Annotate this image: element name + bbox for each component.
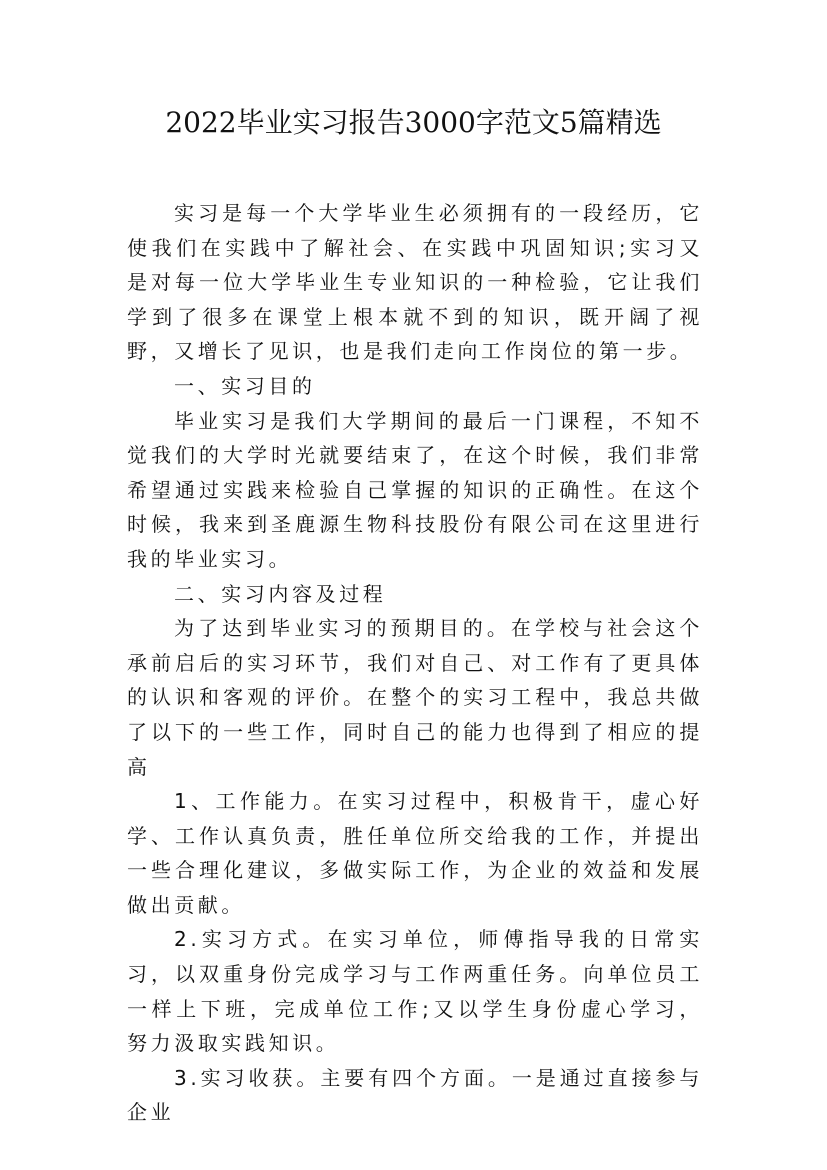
paragraph-content: 为了达到毕业实习的预期目的。在学校与社会这个承前启后的实习环节，我们对自己、对工作有了更具体的认识和客观的评价。在整个的实习工程中，我总共做了以下的一些工作，同时自己的能力也得到了相应的提高 bbox=[127, 616, 703, 779]
paragraph-internship-gains: 3.实习收获。主要有四个方面。一是通过直接参与企业 bbox=[127, 1065, 703, 1125]
paragraph-purpose: 毕业实习是我们大学期间的最后一门课程，不知不觉我们的大学时光就要结束了，在这个时候，我们非常希望通过实践来检验自己掌握的知识的正确性。在这个时候，我来到圣鹿源生物科技股份有限公司在这里进行我的毕业实习。 bbox=[127, 408, 703, 571]
document-body bbox=[127, 196, 703, 1130]
heading-internship-content: 二、实习内容及过程 bbox=[174, 581, 387, 606]
paragraph-intro: 实习是每一个大学毕业生必须拥有的一段经历，它使我们在实践中了解社会、在实践中巩固知识;实习又是对每一位大学毕业生专业知识的一种检验，它让我们学到了很多在课堂上根本就不到的知识，既开阔了视野，又增长了见识，也是我们走向工作岗位的第一步。 bbox=[127, 201, 703, 364]
heading-internship-purpose: 一、实习目的 bbox=[174, 373, 316, 398]
paragraph-internship-method: 2.实习方式。在实习单位，师傅指导我的日常实习，以双重身份完成学习与工作两重任务。向单位员工一样上下班，完成单位工作;又以学生身份虚心学习，努力汲取实践知识。 bbox=[127, 927, 703, 1056]
document-title: 2022毕业实习报告3000字范文5篇精选 bbox=[165, 106, 662, 139]
paragraph-work-ability: 1、工作能力。在实习过程中，积极肯干，虚心好学、工作认真负责，胜任单位所交给我的工作，并提出一些合理化建议，多做实际工作，为企业的效益和发展做出贡献。 bbox=[127, 789, 703, 917]
